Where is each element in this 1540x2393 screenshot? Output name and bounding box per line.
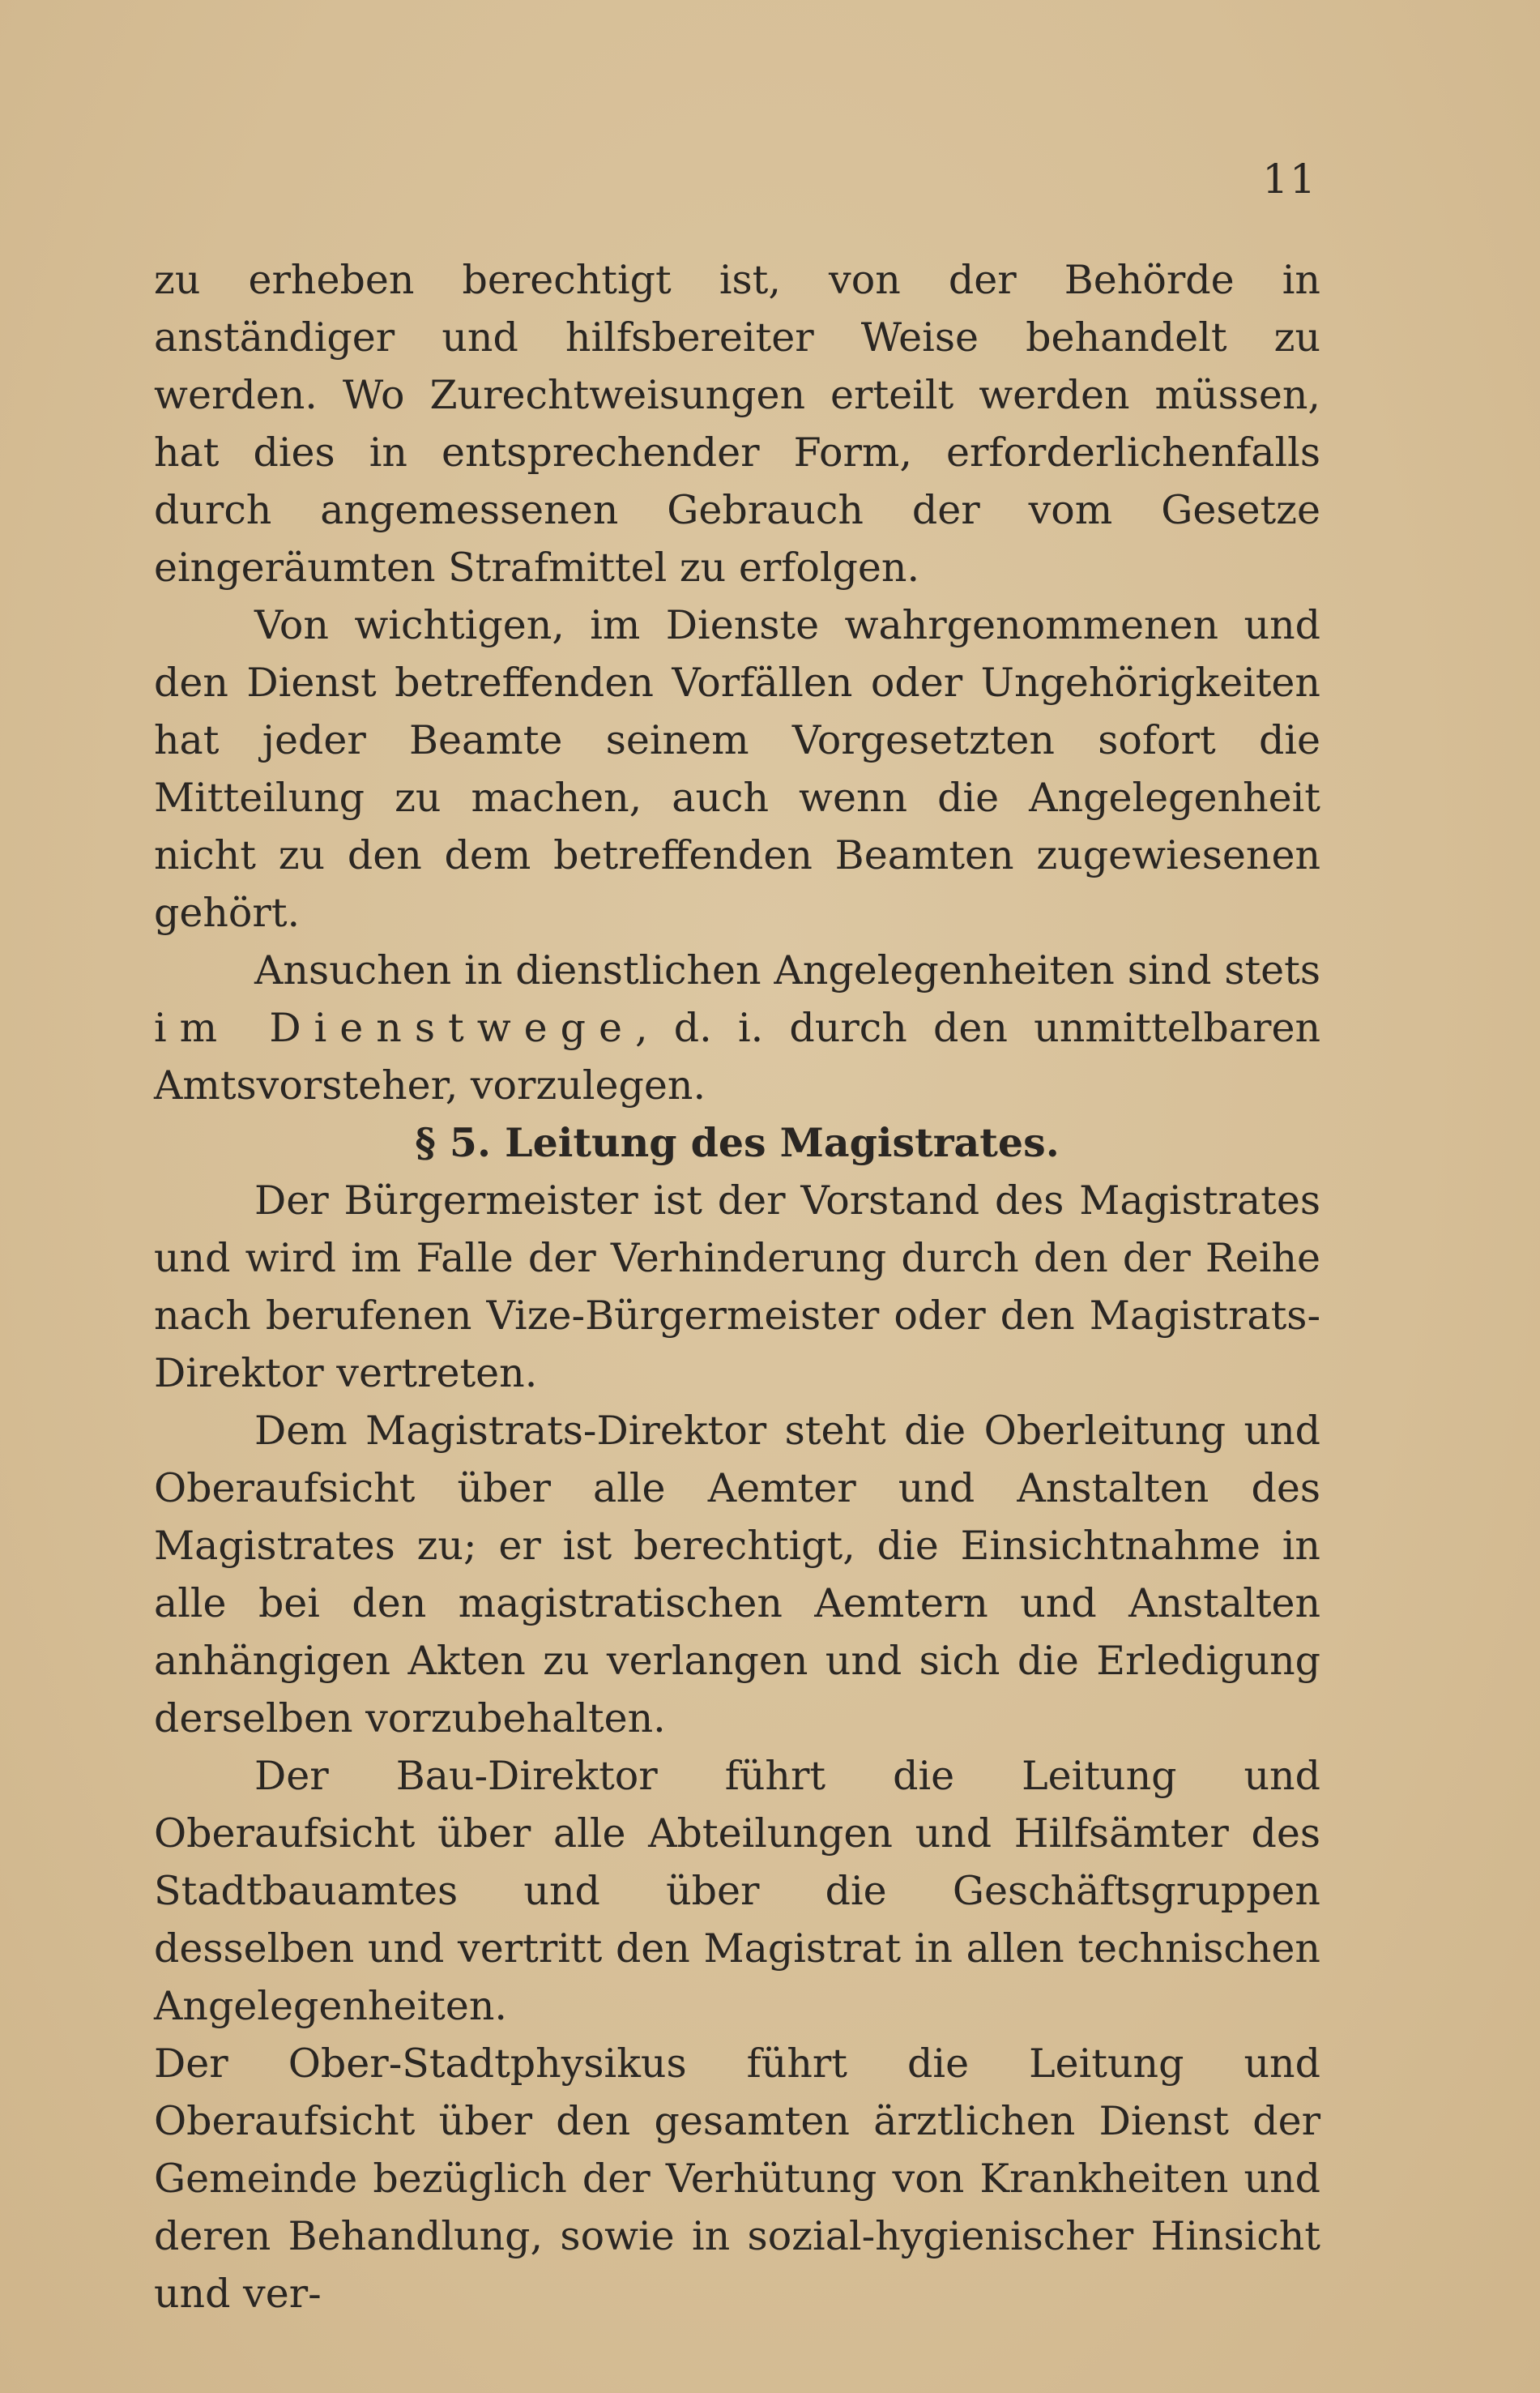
paragraph-1: zu erheben berechtigt ist, von der Behörde in anständiger und hilfsbereiter Weise behandelt zu werden. Wo Zurechtweisungen erteilt werden müssen, hat dies in entsprechender Form, erforderlichenfalls durch angemessenen Gebrauch der vom Gesetze eingeräumten Strafmittel zu erfolgen.	[154, 257, 1320, 591]
emphasized-term: im Dienstwege	[154, 1005, 636, 1051]
paragraph-3-before: Ansuchen in dienstlichen Angelegenheiten sind stets	[254, 947, 1320, 994]
paragraph-2: Von wichtigen, im Dienste wahrgenommenen und den Dienst betreffenden Vorfällen oder Ungehörigkeiten hat jeder Beamte seinem Vorgesetzten sofort die Mitteilung zu machen, auch wenn die Angelegenheit nicht zu den dem betreffenden Beamten zugewiesenen gehört.	[154, 602, 1320, 936]
section-heading: § 5. Leitung des Magistrates.	[415, 1119, 1060, 1166]
paragraph-7: Der Ober-Stadtphysikus führt die Leitung und Oberaufsicht über den gesamten ärztlichen Dienst der Gemeinde bezüglich der Verhütung von Krankheiten und deren Behandlung, sowie in sozial-hygienischer Hinsicht und ver-	[154, 2040, 1320, 2317]
paragraph-4: Der Bürgermeister ist der Vorstand des Magistrates und wird im Falle der Verhinderung durch den der Reihe nach berufenen Vize-Bürgermeister oder den Magistrats-Direktor vertreten.	[154, 1177, 1320, 1396]
paragraph-6: Der Bau-Direktor führt die Leitung und Oberaufsicht über alle Abteilungen und Hilfsämter des Stadtbauamtes und über die Geschäftsgruppen desselben und vertritt den Magistrat in allen technischen Angelegenheiten.	[154, 1753, 1320, 2029]
paragraph-3	[154, 942, 1320, 1114]
paragraph-5: Dem Magistrats-Direktor steht die Oberleitung und Oberaufsicht über alle Aemter und Anstalten des Magistrates zu; er ist berechtigt, die Einsichtnahme in alle bei den magistratischen Aemtern und Anstalten anhängigen Akten zu verlangen und sich die Erledigung derselben vorzubehalten.	[154, 1408, 1320, 1741]
paragraph-3-after: , d. i. durch den unmittelbaren Amtsvorsteher, vorzulegen.	[154, 1005, 1320, 1109]
page-number: 11	[1262, 156, 1317, 203]
body-text	[154, 251, 1320, 2322]
